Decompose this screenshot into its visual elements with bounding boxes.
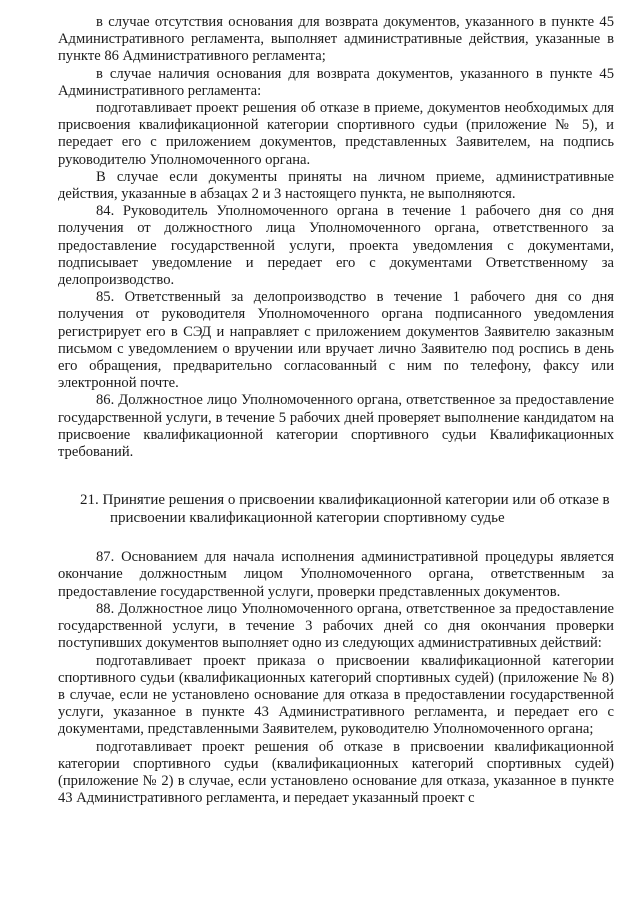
document-page — [58, 14, 614, 807]
section-heading-21: 21. Принятие решения о присвоении квалификационной категории или об отказе в присвоении квалификационной категории спортивному судье — [80, 492, 610, 527]
paragraph-return-basis: в случае наличия основания для возврата документов, указанного в пункте 45 Административного регламента: — [58, 65, 614, 99]
paragraph-order-draft: подготавливает проект приказа о присвоении квалификационной категории спортивного судьи (квалификационных категорий спортивных судей) (приложение № 8) в случае, если не установлено основание для отказа в предоставлении государственной услуги, указанное в пункте 43 Административного регламента, и передает его с документами, представленными Заявителем, руководителю Уполномоченного органа; — [58, 652, 614, 738]
paragraph-refusal-draft: подготавливает проект решения об отказе в приеме, документов необходимых для присвоения квалификационной категории спортивного судьи (приложение № 5), и передает его с приложением документов, представленных Заявителем, на подпись руководителю Уполномоченного органа. — [58, 100, 614, 168]
paragraph-refusal-decision-draft: подготавливает проект решения об отказе в присвоении квалификационной категории спортивного судьи (квалификационных категорий спортивных судей) (приложение № 2) в случае, если установлено основание для отказа, указанное в пункте 43 Административного регламента, и передает указанный проект с — [58, 738, 614, 807]
paragraph-85: 85. Ответственный за делопроизводство в течение 1 рабочего дня со дня получения от руководителя Уполномоченного органа подписанного уведомления регистрирует его в СЭД и направляет с приложением документов Заявителю заказным письмом с уведомлением о вручении или вручает лично Заявителю под роспись в день его обращения, предварительно согласованный с ним по телефону, факсу или электронной почте. — [58, 289, 614, 392]
paragraph-84: 84. Руководитель Уполномоченного органа в течение 1 рабочего дня со дня получения от должностного лица Уполномоченного органа, ответственного за предоставление государственной услуги, проекта уведомления с документами, подписывает уведомление и передает его с документами Ответственному за делопроизводство. — [58, 203, 614, 289]
paragraph-88: 88. Должностное лицо Уполномоченного органа, ответственное за предоставление государственной услуги, в течение 3 рабочих дней со дня окончания проверки поступивших документов выполняет одно из следующих административных действий: — [58, 600, 614, 652]
paragraph-87: 87. Основанием для начала исполнения административной процедуры является окончание должностным лицом Уполномоченного органа, ответственным за предоставление государственной услуги, проверки представленных документов. — [58, 549, 614, 600]
paragraph-no-return-basis: в случае отсутствия основания для возврата документов, указанного в пункте 45 Административного регламента, выполняет административные действия, указанные в пункте 86 Административного регламента; — [58, 14, 614, 65]
paragraph-86: 86. Должностное лицо Уполномоченного органа, ответственное за предоставление государственной услуги, в течение 5 рабочих дней проверяет выполнение кандидатом на присвоение квалификационной категории спортивного судьи Квалификационных требований. — [58, 392, 614, 461]
paragraph-personal-reception: В случае если документы приняты на личном приеме, административные действия, указанные в абзацах 2 и 3 настоящего пункта, не выполняются. — [58, 168, 614, 203]
